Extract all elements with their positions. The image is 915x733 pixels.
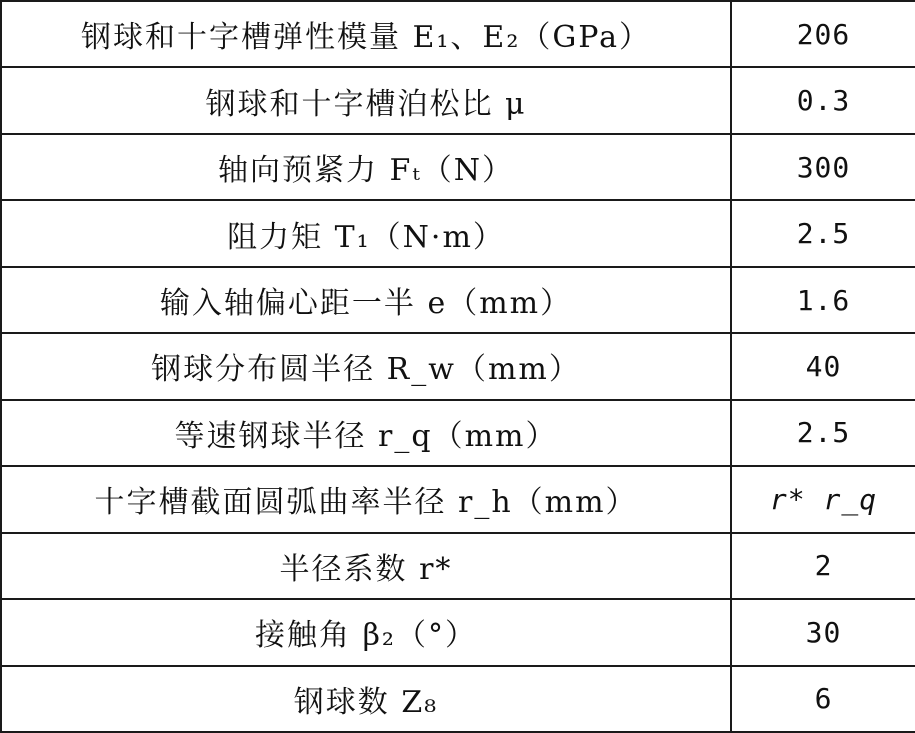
- table-row: [1, 400, 915, 466]
- param-name: 阻力矩 T₁（N·m）: [227, 219, 505, 255]
- param-value: 1.6: [796, 283, 851, 317]
- param-name: 钢球和十字槽弹性模量 E₁、E₂（GPa）: [80, 20, 652, 56]
- param-name: 钢球分布圆半径 R_w（mm）: [151, 352, 581, 388]
- param-name: 轴向预紧力 Fₜ（N）: [218, 153, 514, 189]
- param-value-cell: [731, 666, 915, 732]
- param-name-cell: [1, 67, 731, 133]
- table-row: [1, 466, 915, 532]
- param-value-cell: [731, 466, 915, 532]
- table-row: [1, 1, 915, 67]
- param-value-cell: [731, 200, 915, 266]
- param-value: 2: [814, 549, 833, 583]
- table-row: [1, 267, 915, 333]
- param-name: 钢球数 Z₈: [293, 684, 439, 720]
- table-row: [1, 599, 915, 665]
- param-name-cell: [1, 333, 731, 399]
- param-value: 2.5: [796, 217, 851, 251]
- table-row: [1, 333, 915, 399]
- param-value: 300: [796, 150, 851, 184]
- table-row: [1, 533, 915, 599]
- param-name: 接触角 β₂（°）: [255, 618, 477, 654]
- param-value: 6: [814, 682, 833, 716]
- param-name-cell: [1, 466, 731, 532]
- param-name-cell: [1, 200, 731, 266]
- param-value: 2.5: [796, 416, 851, 450]
- param-value-cell: [731, 134, 915, 200]
- param-value-cell: [731, 533, 915, 599]
- param-name: 等速钢球半径 r_q（mm）: [174, 418, 558, 454]
- table-row: [1, 67, 915, 133]
- param-value-cell: [731, 333, 915, 399]
- param-name-cell: [1, 533, 731, 599]
- table-row: [1, 200, 915, 266]
- param-name-cell: [1, 1, 731, 67]
- param-value: 206: [796, 17, 851, 51]
- param-name-cell: [1, 400, 731, 466]
- param-value-cell: [731, 400, 915, 466]
- param-value: r* r_q: [769, 482, 878, 516]
- param-value-cell: [731, 1, 915, 67]
- param-name-cell: [1, 134, 731, 200]
- param-value-cell: [731, 599, 915, 665]
- param-value-cell: [731, 267, 915, 333]
- param-name: 半径系数 r*: [279, 551, 453, 587]
- param-name-cell: [1, 267, 731, 333]
- param-name-cell: [1, 666, 731, 732]
- table-row: [1, 666, 915, 732]
- param-name: 钢球和十字槽泊松比 μ: [205, 86, 527, 122]
- param-value: 0.3: [796, 84, 851, 118]
- param-value: 30: [805, 615, 842, 649]
- param-value-cell: [731, 67, 915, 133]
- param-name: 十字槽截面圆弧曲率半径 r_h（mm）: [94, 485, 638, 521]
- param-name: 输入轴偏心距一半 e（mm）: [159, 286, 573, 322]
- param-name-cell: [1, 599, 731, 665]
- param-value: 40: [805, 349, 842, 383]
- table-row: [1, 134, 915, 200]
